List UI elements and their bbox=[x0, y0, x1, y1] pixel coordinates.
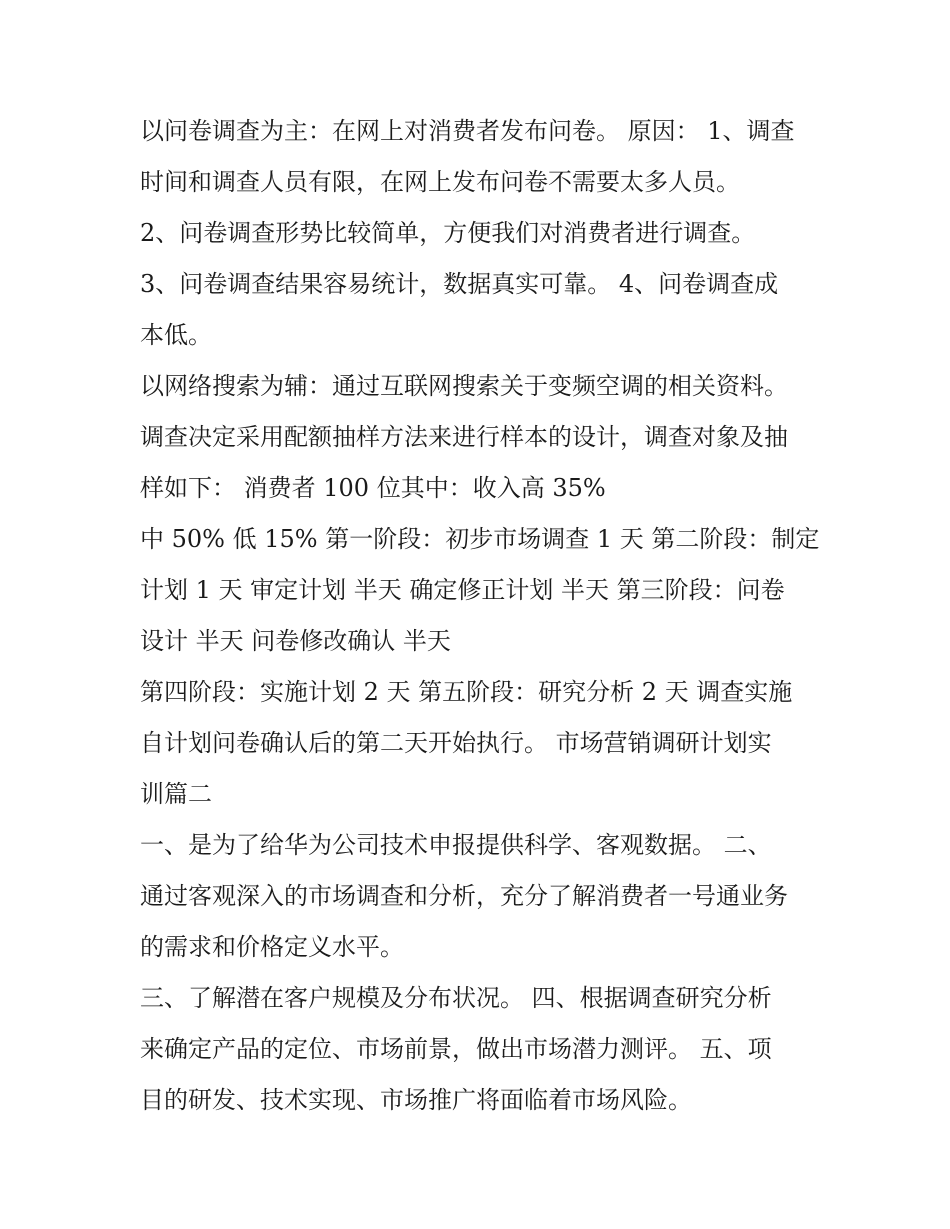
text-line: 设计 半天 问卷修改确认 半天 bbox=[140, 627, 451, 655]
text-line: 计划 1 天 审定计划 半天 确定修正计划 半天 第三阶段：问卷 bbox=[140, 576, 785, 604]
text-line: 时间和调查人员有限，在网上发布问卷不需要太多人员。 bbox=[140, 168, 740, 196]
text-line: 自计划问卷确认后的第二天开始执行。 市场营销调研计划实 bbox=[140, 729, 772, 757]
text-line: 训篇二 bbox=[140, 780, 212, 808]
document-body bbox=[140, 106, 820, 1126]
text-line: 样如下： 消费者 100 位其中：收入高 35% bbox=[140, 474, 606, 502]
text-line: 三、了解潜在客户规模及分布状况。 四、根据调查研究分析 bbox=[140, 984, 772, 1012]
text-line: 第四阶段：实施计划 2 天 第五阶段：研究分析 2 天 调查实施 bbox=[140, 678, 793, 706]
text-line: 3、问卷调查结果容易统计，数据真实可靠。 4、问卷调查成 bbox=[140, 270, 779, 298]
text-line: 调查决定采用配额抽样方法来进行样本的设计，调查对象及抽 bbox=[140, 423, 788, 451]
text-line: 来确定产品的定位、市场前景，做出市场潜力测评。 五、项 bbox=[140, 1035, 772, 1063]
text-line: 中 50% 低 15% 第一阶段：初步市场调查 1 天 第二阶段：制定 bbox=[140, 525, 820, 553]
text-line: 通过客观深入的市场调查和分析，充分了解消费者一号通业务 bbox=[140, 882, 788, 910]
text-line: 一、是为了给华为公司技术申报提供科学、客观数据。 二、 bbox=[140, 831, 772, 859]
text-line: 本低。 bbox=[140, 321, 212, 349]
text-line: 2、问卷调查形势比较简单，方便我们对消费者进行调查。 bbox=[140, 219, 756, 247]
text-line: 目的研发、技术实现、市场推广将面临着市场风险。 bbox=[140, 1086, 692, 1114]
text-line: 以网络搜索为辅：通过互联网搜索关于变频空调的相关资料。 bbox=[140, 372, 788, 400]
text-line: 以问卷调查为主：在网上对消费者发布问卷。 原因： 1、调查 bbox=[140, 117, 795, 145]
text-line: 的需求和价格定义水平。 bbox=[140, 933, 404, 961]
